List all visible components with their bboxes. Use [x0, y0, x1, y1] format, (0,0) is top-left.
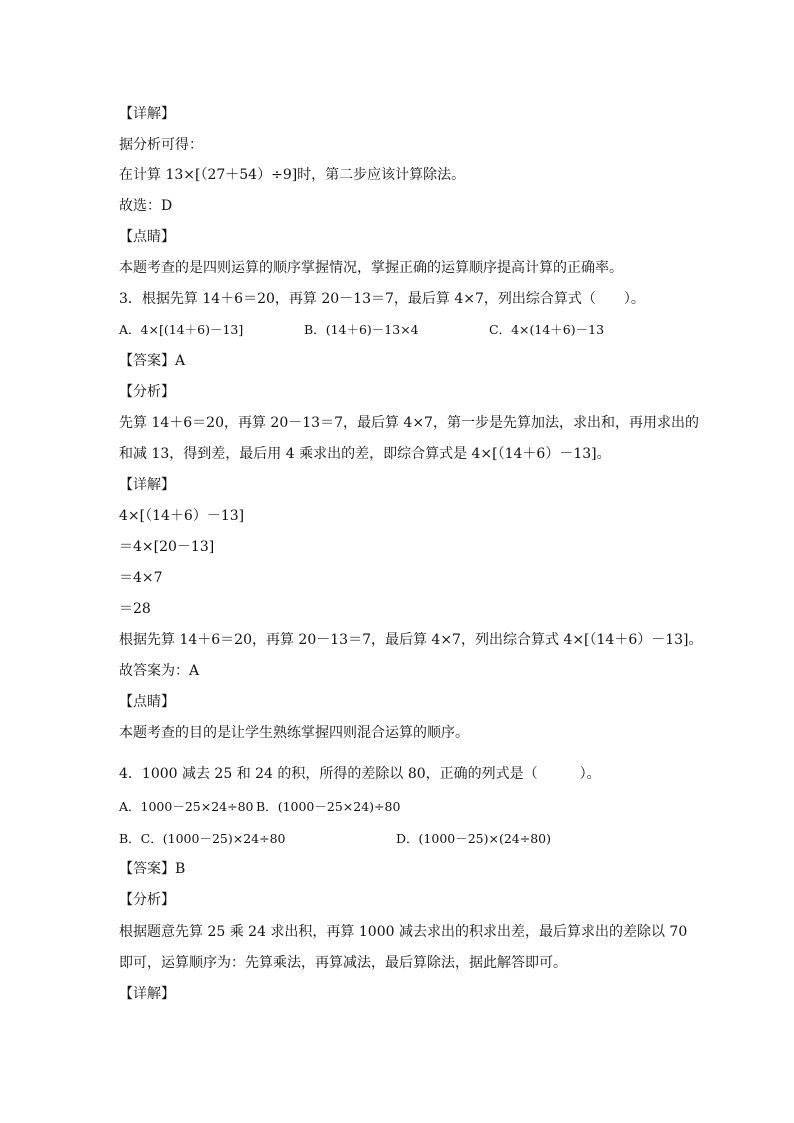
q4-option-d	[396, 830, 551, 848]
question-4: 4．1000 减去 25 和 24 的积，所得的差除以 80，正确的列式是（ ）。	[119, 766, 601, 782]
answer-label: 【答案】A	[119, 353, 186, 369]
option-expression: (1000－25×24)÷80	[277, 799, 401, 814]
section-heading-detail: 【详解】	[119, 106, 175, 122]
option-label: B．	[304, 322, 326, 337]
q4-option-b	[256, 798, 400, 816]
option-label: B．C．	[119, 831, 163, 846]
answer-choice-line: 故选：D	[119, 198, 173, 214]
q4-option-c	[119, 830, 286, 848]
option-expression: 4×[(14＋6)－13]	[140, 322, 244, 337]
section-heading-comment: 【点睛】	[119, 694, 175, 710]
section-heading-detail: 【详解】	[119, 986, 175, 1002]
option-label: A．	[119, 322, 141, 337]
text-line: 先算 14＋6＝20，再算 20－13＝7，最后算 4×7，第一步是先算加法，求出和，再用求出的	[119, 415, 699, 431]
option-expression: 4×(14＋6)－13	[511, 322, 605, 337]
option-label: B．	[256, 799, 278, 814]
option-label: D．	[396, 831, 419, 846]
calc-step: ＝4×7	[119, 570, 163, 586]
text-line: 根据题意先算 25 乘 24 求出积，再算 1000 减去求出的积求出差，最后算求出的差除以 70	[119, 924, 688, 940]
question-3: 3．根据先算 14＋6＝20，再算 20－13＝7，最后算 4×7，列出综合算式（ ）。	[119, 291, 645, 307]
answer-choice-line: 故答案为：A	[119, 663, 200, 679]
text-line: 本题考查的目的是让学生熟练掌握四则混合运算的顺序。	[119, 725, 469, 741]
option-expression: (1000－25)×24÷80	[162, 831, 286, 846]
section-heading-comment: 【点睛】	[119, 229, 175, 245]
calc-step: ＝28	[119, 601, 151, 617]
text-line: 和减 13，得到差，最后用 4 乘求出的差，即综合算式是 4×[（14＋6）－13]。	[119, 446, 611, 462]
option-expression: 1000－25×24÷80	[140, 799, 254, 814]
calc-step: 4×[（14＋6）－13]	[119, 508, 245, 524]
q3-option-b	[304, 321, 419, 339]
answer-label: 【答案】B	[119, 861, 186, 877]
option-expression: (1000－25)×(24÷80)	[418, 831, 552, 846]
q3-option-c	[489, 321, 604, 339]
q4-option-a	[119, 798, 254, 816]
text-line: 即可，运算顺序为：先算乘法，再算减法，最后算除法，据此解答即可。	[119, 955, 567, 971]
calc-step: ＝4×[20－13]	[119, 539, 215, 555]
text-line: 根据先算 14＋6＝20，再算 20－13＝7，最后算 4×7，列出综合算式 4×[（14＋6）－13]。	[119, 632, 703, 648]
option-label: C．	[489, 322, 512, 337]
option-label: A．	[119, 799, 141, 814]
text-line: 本题考查的是四则运算的顺序掌握情况，掌握正确的运算顺序提高计算的正确率。	[119, 260, 623, 276]
section-heading-analysis: 【分析】	[119, 384, 175, 400]
section-heading-detail: 【详解】	[119, 477, 175, 493]
q3-option-a	[119, 321, 243, 339]
section-heading-analysis: 【分析】	[119, 892, 175, 908]
text-line: 在计算 13×[（27＋54）÷9]时，第二步应该计算除法。	[119, 167, 466, 183]
option-expression: (14＋6)－13×4	[325, 322, 419, 337]
text-line: 据分析可得：	[119, 137, 203, 153]
